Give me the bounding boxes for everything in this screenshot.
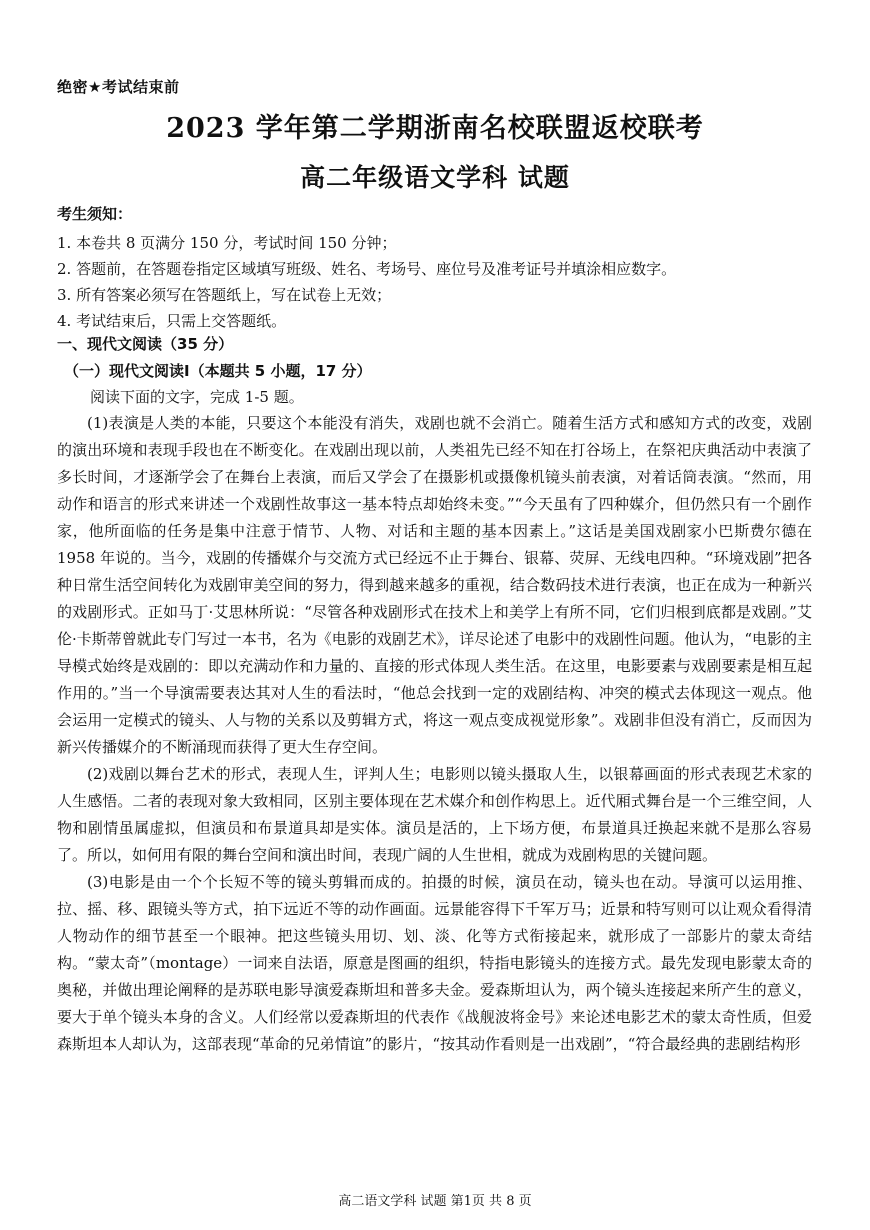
passage-paragraph-1: (1)表演是人类的本能，只要这个本能没有消失，戏剧也就不会消亡。随着生活方式和感知方式的改变，戏剧的演出环境和表现手段也在不断变化。在戏剧出现以前，人类祖先已经不知在打谷场上，在祭祀庆典活动中表演了多长时间，才逐渐学会了在舞台上表演，而后又学会了在摄影机或摄像机镜头前表演，对着话筒表演。“然而，用动作和语言的形式来讲述一个戏剧性故事这一基本特点却始终未变。”“今天虽有了四种媒介，但仍然只有一个剧作家，他所面临的任务是集中注意于情节、人物、对话和主题的基本因素上。”这话是美国戏剧家小巴斯费尔德在 1958 年说的。当今，戏剧的传播媒介与交流方式已经远不止于舞台、银幕、荧屏、无线电四种。“环境戏剧”把各种日常生活空间转化为戏剧审美空间的努力，得到越来越多的重视，结合数码技术进行表演，也正在成为一种新兴的戏剧形式。正如马丁·艾思林所说：“尽管各种戏剧形式在技术上和美学上有所不同，它们归根到底都是戏剧。”艾伦·卡斯蒂曾就此专门写过一本书，名为《电影的戏剧艺术》，详尽论述了电影中的戏剧性问题。他认为，“电影的主导模式始终是戏剧的：即以充满动作和力量的、直接的形式体现人类生活。在这里，电影要素与戏剧要素是相互起作用的。”当一个导演需要表达其对人生的看法时，“他总会找到一定的戏剧结构、冲突的模式去体现这一观点。他会运用一定模式的镜头、人与物的关系以及剪辑方式，将这一观点变成视觉形象”。戏剧非但没有消亡，反而因为新兴传播媒介的不断涌现而获得了更大生存空间。 — [57, 414, 812, 756]
notice-item: 1. 本卷共 8 页满分 150 分，考试时间 150 分钟； — [57, 234, 397, 252]
page-footer: 高二语文学科 试题 第1页 共 8 页 — [338, 1194, 532, 1209]
notice-heading: 考生须知： — [57, 205, 133, 223]
exam-title: 2023 学年第二学期浙南名校联盟返校联考 — [166, 113, 704, 144]
notice-item: 2. 答题前，在答题卷指定区域填写班级、姓名、考场号、座位号及准考证号并填涂相应数字。 — [57, 260, 677, 278]
section-heading: 一、现代文阅读（35 分） — [57, 335, 234, 353]
notice-item: 3. 所有答案必须写在答题纸上，写在试卷上无效； — [57, 286, 392, 304]
passage-paragraph-2: (2)戏剧以舞台艺术的形式，表现人生，评判人生；电影则以镜头摄取人生，以银幕画面的形式表现艺术家的人生感悟。二者的表现对象大致相同，区别主要体现在艺术媒介和创作构思上。近代厢式舞台是一个三维空间，人物和剧情虽属虚拟，但演员和布景道具却是实体。演员是活的，上下场方便，布景道具迁换起来就不是那么容易了。所以，如何用有限的舞台空间和演出时间，表现广阔的人生世相，就成为戏剧构思的关键问题。 — [57, 765, 812, 864]
notice-list — [57, 230, 837, 334]
passage-paragraph-3: (3)电影是由一个个长短不等的镜头剪辑而成的。拍摄的时候，演员在动，镜头也在动。导演可以运用推、拉、摇、移、跟镜头等方式，拍下远近不等的动作画面。远景能容得下千军万马；近景和特写则可以让观众看得清人物动作的细节甚至一个眼神。把这些镜头用切、划、淡、化等方式衔接起来，就形成了一部影片的蒙太奇结构。“蒙太奇”（montage）一词来自法语，原意是图画的组织，特指电影镜头的连接方式。最先发现电影蒙太奇的奥秘，并做出理论阐释的是苏联电影导演爱森斯坦和普多夫金。爱森斯坦认为，两个镜头连接起来所产生的意义，要大于单个镜头本身的含义。人们经常以爱森斯坦的代表作《战舰波将金号》来论述电影艺术的蒙太奇性质，但爱森斯坦本人却认为，这部表现“革命的兄弟情谊”的影片，“按其动作看则是一出戏剧”，“符合最经典的悲剧结构形 — [57, 873, 812, 1053]
reading-instruction: 阅读下面的文字，完成 1-5 题。 — [90, 388, 304, 406]
notice-item: 4. 考试结束后，只需上交答题纸。 — [57, 312, 287, 330]
confidential-label: 绝密★考试结束前 — [57, 78, 180, 96]
reading-passage — [57, 410, 812, 1058]
subsection-heading: （一）现代文阅读Ⅰ（本题共 5 小题，17 分） — [64, 362, 372, 380]
exam-subtitle: 高二年级语文学科 试题 — [300, 163, 570, 192]
